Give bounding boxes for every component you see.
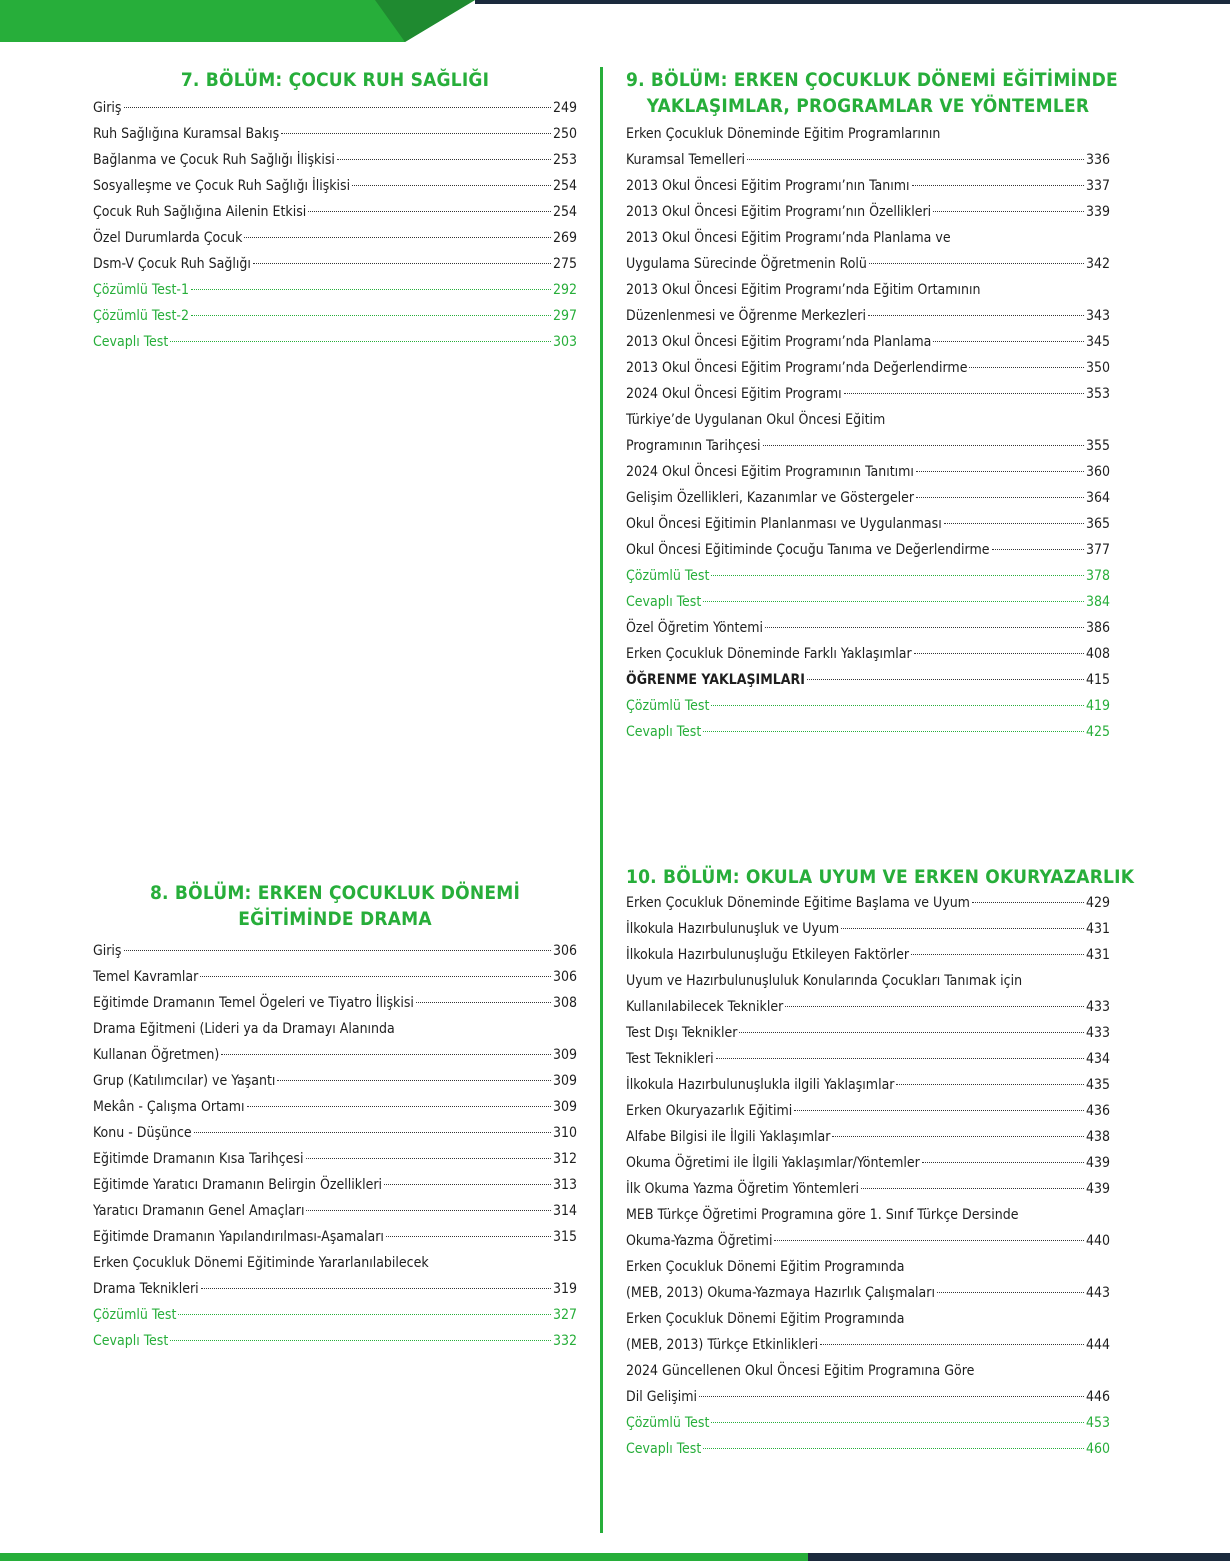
toc-page-number: 339 — [1085, 204, 1110, 220]
toc-entry-continued — [626, 1202, 1110, 1228]
dot-leader — [201, 1288, 551, 1289]
section-title-line: YAKLAŞIMLAR, PROGRAMLAR VE YÖNTEMLER — [646, 95, 1090, 117]
toc-page-number: 364 — [1085, 490, 1110, 506]
toc-entry-title: Giriş — [93, 100, 122, 116]
toc-entry — [626, 251, 1110, 277]
dot-leader — [170, 1340, 551, 1341]
dot-leader — [869, 263, 1084, 264]
dot-leader — [937, 1292, 1084, 1293]
toc-entry-title: Sosyalleşme ve Çocuk Ruh Sağlığı İlişkisi — [93, 178, 351, 194]
toc-page-number: 415 — [1085, 672, 1110, 688]
toc-entry-title: İlkokula Hazırbulunuşluğu Etkileyen Faktörler — [626, 947, 910, 963]
toc-page-number: 253 — [552, 152, 577, 168]
dot-leader — [711, 1422, 1084, 1423]
dot-leader — [916, 471, 1084, 472]
section-title-line: 8. BÖLÜM: ERKEN ÇOCUKLUK DÖNEMİ — [149, 882, 521, 904]
toc-entry-title: Okuma-Yazma Öğretimi — [626, 1233, 773, 1249]
toc-entry — [626, 485, 1110, 511]
toc-entry-title: (MEB, 2013) Okuma-Yazmaya Hazırlık Çalışmaları — [626, 1285, 935, 1301]
toc-entry-title: Ruh Sağlığına Kuramsal Bakış — [93, 126, 280, 142]
toc-entry — [626, 355, 1110, 381]
toc-entry-title: Yaratıcı Dramanın Genel Amaçları — [93, 1203, 305, 1219]
toc-entry — [626, 1124, 1110, 1150]
dot-leader — [911, 954, 1084, 955]
toc-list — [626, 121, 1110, 745]
toc-entry-title: Cevaplı Test — [93, 1333, 169, 1349]
toc-entry — [626, 1046, 1110, 1072]
toc-entry-title: Cevaplı Test — [626, 1441, 702, 1457]
dot-leader — [306, 1158, 551, 1159]
toc-entry — [93, 964, 577, 990]
toc-entry-title: İlkokula Hazırbulunuşlukla ilgili Yaklaşımlar — [626, 1077, 895, 1093]
toc-page-number: 297 — [552, 308, 577, 324]
toc-page-number: 446 — [1085, 1389, 1110, 1405]
toc-entry-title: Türkiye’de Uygulanan Okul Öncesi Eğitim — [626, 412, 886, 428]
toc-entry — [626, 433, 1110, 459]
toc-entry-test — [626, 589, 1110, 615]
toc-entry-title: 2024 Güncellenen Okul Öncesi Eğitim Programına Göre — [626, 1363, 975, 1379]
toc-entry-title: Uyum ve Hazırbulunuşluluk Konularında Çocukları Tanımak için — [626, 973, 1023, 989]
dot-leader — [841, 928, 1084, 929]
toc-page-number: 429 — [1085, 895, 1110, 911]
toc-entry — [93, 1068, 577, 1094]
toc-entry-title: 2024 Okul Öncesi Eğitim Programı — [626, 386, 842, 402]
toc-entry-test — [93, 1302, 577, 1328]
dot-leader — [281, 133, 551, 134]
toc-entry — [626, 459, 1110, 485]
toc-entry-title: Çözümlü Test — [626, 1415, 710, 1431]
dot-leader — [844, 393, 1084, 394]
dot-leader — [703, 1448, 1084, 1449]
toc-list — [93, 938, 577, 1354]
toc-entry — [93, 1172, 577, 1198]
toc-page-number: 336 — [1085, 152, 1110, 168]
toc-entry — [626, 942, 1110, 968]
toc-page-number: 254 — [552, 204, 577, 220]
dot-leader — [820, 1344, 1084, 1345]
toc-page-number: 327 — [552, 1307, 577, 1323]
toc-entry — [626, 1176, 1110, 1202]
toc-entry-title: Kullanılabilecek Teknikler — [626, 999, 784, 1015]
toc-entry — [626, 1332, 1110, 1358]
toc-entry — [93, 1120, 577, 1146]
toc-section-8 — [93, 880, 577, 1354]
toc-page-number: 306 — [552, 969, 577, 985]
toc-entry-title: Eğitimde Yaratıcı Dramanın Belirgin Özellikleri — [93, 1177, 382, 1193]
toc-entry — [626, 1228, 1110, 1254]
toc-entry-title: Temel Kavramlar — [93, 969, 199, 985]
toc-page-number: 377 — [1085, 542, 1110, 558]
toc-page-number: 355 — [1085, 438, 1110, 454]
dot-leader — [972, 902, 1084, 903]
toc-entry — [93, 938, 577, 964]
toc-entry — [93, 173, 577, 199]
dot-leader — [933, 341, 1084, 342]
dot-leader — [992, 549, 1084, 550]
toc-entry-continued — [626, 407, 1110, 433]
dot-leader — [124, 950, 551, 951]
toc-entry-title: Erken Çocukluk Dönemi Eğitiminde Yararlanılabilecek — [93, 1255, 429, 1271]
toc-page-number: 332 — [552, 1333, 577, 1349]
toc-entry — [626, 199, 1110, 225]
toc-page-number: 309 — [552, 1073, 577, 1089]
dot-leader — [914, 653, 1084, 654]
toc-entry — [626, 994, 1110, 1020]
dot-leader — [765, 627, 1084, 628]
toc-entry-title: (MEB, 2013) Türkçe Etkinlikleri — [626, 1337, 819, 1353]
toc-page-number: 309 — [552, 1099, 577, 1115]
toc-entry-title: Bağlanma ve Çocuk Ruh Sağlığı İlişkisi — [93, 152, 335, 168]
toc-entry — [626, 381, 1110, 407]
toc-entry-title: Düzenlenmesi ve Öğrenme Merkezleri — [626, 308, 866, 324]
dot-leader — [384, 1184, 551, 1185]
toc-page-number: 308 — [552, 995, 577, 1011]
toc-page-number: 342 — [1085, 256, 1110, 272]
toc-entry — [626, 1072, 1110, 1098]
toc-entry-title: Kullanan Öğretmen) — [93, 1047, 220, 1063]
dot-leader — [711, 705, 1084, 706]
toc-entry — [626, 1098, 1110, 1124]
toc-entry-title: Mekân - Çalışma Ortamı — [93, 1099, 245, 1115]
toc-entry-title: 2024 Okul Öncesi Eğitim Programının Tanıtımı — [626, 464, 914, 480]
dot-leader — [807, 679, 1084, 680]
dot-leader — [739, 1032, 1084, 1033]
toc-entry-title: Okul Öncesi Eğitiminde Çocuğu Tanıma ve Değerlendirme — [626, 542, 990, 558]
toc-entry — [626, 303, 1110, 329]
toc-entry — [626, 615, 1110, 641]
toc-entry-continued — [626, 277, 1110, 303]
dot-leader — [912, 185, 1084, 186]
toc-page-number: 460 — [1085, 1441, 1110, 1457]
toc-entry — [626, 890, 1110, 916]
toc-entry-test — [626, 693, 1110, 719]
toc-page-number: 315 — [552, 1229, 577, 1245]
dot-leader — [191, 315, 551, 316]
toc-page-number: 313 — [552, 1177, 577, 1193]
toc-entry-title: Çözümlü Test — [626, 698, 710, 714]
dot-leader — [221, 1054, 551, 1055]
dot-leader — [247, 1106, 551, 1107]
toc-list — [626, 890, 1110, 1462]
toc-entry-test — [626, 1436, 1110, 1462]
section-title — [93, 880, 577, 932]
toc-entry — [626, 329, 1110, 355]
toc-page-number: 444 — [1085, 1337, 1110, 1353]
toc-entry-continued — [626, 1306, 1110, 1332]
toc-entry-continued — [626, 968, 1110, 994]
toc-entry-title: Kuramsal Temelleri — [626, 152, 745, 168]
toc-entry — [626, 173, 1110, 199]
toc-entry-title: Çözümlü Test-1 — [93, 282, 189, 298]
toc-entry-title: 2013 Okul Öncesi Eğitim Programı’nın Tanımı — [626, 178, 910, 194]
toc-entry — [93, 95, 577, 121]
dot-leader — [191, 289, 551, 290]
toc-section-9 — [626, 67, 1118, 745]
toc-entry-title: 2013 Okul Öncesi Eğitim Programı’nın Özellikleri — [626, 204, 932, 220]
toc-entry-title: Grup (Katılımcılar) ve Yaşantı — [93, 1073, 276, 1089]
toc-entry-continued — [626, 225, 1110, 251]
dot-leader — [386, 1236, 551, 1237]
bottom-navy-bar — [808, 1553, 1230, 1561]
toc-page-number: 443 — [1085, 1285, 1110, 1301]
toc-page-number: 254 — [552, 178, 577, 194]
toc-page-number: 303 — [552, 334, 577, 350]
toc-entry-title: Drama Eğitmeni (Lideri ya da Dramayı Alanında — [93, 1021, 395, 1037]
toc-entry — [626, 1280, 1110, 1306]
toc-entry-title: Cevaplı Test — [93, 334, 169, 350]
toc-entry-title: Erken Çocukluk Dönemi Eğitim Programında — [626, 1259, 905, 1275]
toc-entry-title: Erken Çocukluk Dönemi Eğitim Programında — [626, 1311, 905, 1327]
toc-entry — [93, 1146, 577, 1172]
dot-leader — [763, 445, 1084, 446]
toc-page-number: 345 — [1085, 334, 1110, 350]
dot-leader — [785, 1006, 1084, 1007]
section-title-line: 7. BÖLÜM: ÇOCUK RUH SAĞLIĞI — [180, 69, 490, 91]
toc-entry-title: Özel Durumlarda Çocuk — [93, 230, 243, 246]
toc-page-number: 433 — [1085, 1025, 1110, 1041]
toc-page-number: 319 — [552, 1281, 577, 1297]
toc-page-number: 306 — [552, 943, 577, 959]
toc-entry — [93, 990, 577, 1016]
toc-entry-continued — [626, 121, 1110, 147]
toc-page-number: 312 — [552, 1151, 577, 1167]
dot-leader — [747, 159, 1084, 160]
toc-page-number: 431 — [1085, 921, 1110, 937]
toc-entry — [93, 225, 577, 251]
toc-entry-title: Cevaplı Test — [626, 724, 702, 740]
toc-page-number: 337 — [1085, 178, 1110, 194]
toc-entry-continued — [93, 1250, 577, 1276]
toc-entry — [626, 1020, 1110, 1046]
dot-leader — [896, 1084, 1083, 1085]
dot-leader — [200, 976, 551, 977]
toc-entry — [626, 1384, 1110, 1410]
dot-leader — [944, 523, 1084, 524]
toc-page-number: 343 — [1085, 308, 1110, 324]
toc-page-number: 360 — [1085, 464, 1110, 480]
toc-entry-title: Uygulama Sürecinde Öğretmenin Rolü — [626, 256, 867, 272]
dot-leader — [794, 1110, 1084, 1111]
toc-page-number: 292 — [552, 282, 577, 298]
toc-entry-title: Çözümlü Test-2 — [93, 308, 189, 324]
toc-page-number: 436 — [1085, 1103, 1110, 1119]
toc-entry-test — [93, 1328, 577, 1354]
dot-leader — [969, 367, 1084, 368]
toc-entry-title: Erken Çocukluk Döneminde Eğitim Programlarının — [626, 126, 941, 142]
dot-leader — [277, 1080, 551, 1081]
toc-page-number: 386 — [1085, 620, 1110, 636]
dot-leader — [933, 211, 1084, 212]
toc-entry-title: Erken Çocukluk Döneminde Farklı Yaklaşımlar — [626, 646, 912, 662]
toc-entry-title: Test Teknikleri — [626, 1051, 714, 1067]
toc-entry — [93, 121, 577, 147]
section-title-line: 9. BÖLÜM: ERKEN ÇOCUKLUK DÖNEMİ EĞİTİMİNDE — [626, 69, 1118, 91]
toc-entry-title: 2013 Okul Öncesi Eğitim Programı’nda Planlama — [626, 334, 932, 350]
toc-entry-title: Okuma Öğretimi ile İlgili Yaklaşımlar/Yöntemler — [626, 1155, 920, 1171]
dot-leader — [253, 263, 551, 264]
toc-entry-title: Test Dışı Teknikler — [626, 1025, 738, 1041]
toc-page-number: 314 — [552, 1203, 577, 1219]
toc-page-number: 365 — [1085, 516, 1110, 532]
section-title — [93, 67, 577, 93]
toc-entry-title: Eğitimde Dramanın Yapılandırılması-Aşamaları — [93, 1229, 384, 1245]
toc-entry — [93, 251, 577, 277]
toc-entry — [93, 199, 577, 225]
bottom-green-bar — [0, 1553, 820, 1561]
toc-entry — [626, 667, 1110, 693]
toc-entry-test — [93, 329, 577, 355]
toc-entry — [626, 147, 1110, 173]
toc-entry-title: Konu - Düşünce — [93, 1125, 192, 1141]
toc-list — [93, 95, 577, 355]
section-title — [626, 864, 1135, 890]
dot-leader — [861, 1188, 1084, 1189]
section-title — [626, 67, 1118, 119]
toc-entry-title: ÖĞRENME YAKLAŞIMLARI — [626, 672, 805, 688]
toc-page-number: 435 — [1085, 1077, 1110, 1093]
dot-leader — [832, 1136, 1084, 1137]
toc-page-number: 384 — [1085, 594, 1110, 610]
toc-section-10 — [626, 864, 1135, 1462]
toc-entry — [93, 1276, 577, 1302]
dot-leader — [416, 1002, 551, 1003]
toc-page-number: 438 — [1085, 1129, 1110, 1145]
toc-entry-title: Eğitimde Dramanın Temel Ögeleri ve Tiyatro İlişkisi — [93, 995, 414, 1011]
dot-leader — [922, 1162, 1084, 1163]
toc-entry-title: Dil Gelişimi — [626, 1389, 698, 1405]
toc-page-number: 309 — [552, 1047, 577, 1063]
toc-page-number: 269 — [552, 230, 577, 246]
toc-entry — [93, 1198, 577, 1224]
toc-page-number: 431 — [1085, 947, 1110, 963]
toc-entry-title: Cevaplı Test — [626, 594, 702, 610]
toc-section-7 — [93, 67, 577, 355]
toc-entry-title: Gelişim Özellikleri, Kazanımlar ve Göstergeler — [626, 490, 915, 506]
toc-page-number: 439 — [1085, 1181, 1110, 1197]
toc-entry-title: Çözümlü Test — [93, 1307, 177, 1323]
toc-entry — [93, 1042, 577, 1068]
toc-entry — [626, 511, 1110, 537]
toc-page-number: 433 — [1085, 999, 1110, 1015]
toc-entry-test — [626, 1410, 1110, 1436]
toc-entry-title: 2013 Okul Öncesi Eğitim Programı’nda Eğitim Ortamının — [626, 282, 981, 298]
toc-page-number: 249 — [552, 100, 577, 116]
toc-entry-test — [93, 277, 577, 303]
toc-entry — [93, 147, 577, 173]
dot-leader — [868, 315, 1084, 316]
toc-entry — [626, 641, 1110, 667]
toc-page-number: 439 — [1085, 1155, 1110, 1171]
toc-entry — [626, 537, 1110, 563]
dot-leader — [306, 1210, 551, 1211]
toc-entry-title: 2013 Okul Öncesi Eğitim Programı’nda Planlama ve — [626, 230, 951, 246]
toc-page-number: 434 — [1085, 1051, 1110, 1067]
toc-entry-title: Çözümlü Test — [626, 568, 710, 584]
toc-entry-title: Programının Tarihçesi — [626, 438, 761, 454]
toc-entry — [626, 1150, 1110, 1176]
toc-entry-test — [626, 563, 1110, 589]
toc-entry-test — [626, 719, 1110, 745]
dot-leader — [711, 575, 1084, 576]
toc-entry-continued — [626, 1358, 1110, 1384]
toc-entry-title: MEB Türkçe Öğretimi Programına göre 1. Sınıf Türkçe Dersinde — [626, 1207, 1019, 1223]
toc-entry-title: Alfabe Bilgisi ile İlgili Yaklaşımlar — [626, 1129, 831, 1145]
toc-entry-title: Okul Öncesi Eğitimin Planlanması ve Uygulanması — [626, 516, 942, 532]
dot-leader — [194, 1132, 551, 1133]
dot-leader — [703, 731, 1084, 732]
toc-entry-continued — [626, 1254, 1110, 1280]
section-title-line: 10. BÖLÜM: OKULA UYUM VE ERKEN OKURYAZARLIK — [626, 866, 1135, 888]
toc-entry-title: Giriş — [93, 943, 122, 959]
dot-leader — [716, 1058, 1084, 1059]
toc-page-number: 453 — [1085, 1415, 1110, 1431]
dot-leader — [337, 159, 551, 160]
toc-entry-title: İlk Okuma Yazma Öğretim Yöntemleri — [626, 1181, 859, 1197]
toc-page-number: 275 — [552, 256, 577, 272]
dot-leader — [178, 1314, 551, 1315]
dot-leader — [703, 601, 1084, 602]
toc-page-number: 419 — [1085, 698, 1110, 714]
toc-entry-title: Erken Okuryazarlık Eğitimi — [626, 1103, 793, 1119]
toc-entry-title: Erken Çocukluk Döneminde Eğitime Başlama ve Uyum — [626, 895, 970, 911]
dot-leader — [699, 1396, 1084, 1397]
dot-leader — [244, 237, 550, 238]
toc-page-number: 408 — [1085, 646, 1110, 662]
toc-entry-title: 2013 Okul Öncesi Eğitim Programı’nda Değerlendirme — [626, 360, 968, 376]
toc-page-number: 425 — [1085, 724, 1110, 740]
toc-entry-title: Drama Teknikleri — [93, 1281, 199, 1297]
toc-entry-title: İlkokula Hazırbulunuşluk ve Uyum — [626, 921, 840, 937]
dot-leader — [352, 185, 551, 186]
toc-entry-test — [93, 303, 577, 329]
toc-entry-title: Dsm-V Çocuk Ruh Sağlığı — [93, 256, 251, 272]
toc-page-number: 353 — [1085, 386, 1110, 402]
dot-leader — [308, 211, 551, 212]
toc-page-number: 378 — [1085, 568, 1110, 584]
toc-page-number: 440 — [1085, 1233, 1110, 1249]
section-title-line: EĞİTİMİNDE DRAMA — [238, 908, 432, 930]
toc-entry — [626, 916, 1110, 942]
toc-entry — [93, 1094, 577, 1120]
toc-entry-continued — [93, 1016, 577, 1042]
column-divider — [600, 67, 603, 1533]
dot-leader — [170, 341, 551, 342]
top-navy-bar — [475, 0, 1230, 4]
dot-leader — [916, 497, 1084, 498]
dot-leader — [124, 107, 551, 108]
dot-leader — [774, 1240, 1084, 1241]
toc-entry-title: Özel Öğretim Yöntemi — [626, 620, 763, 636]
toc-page-number: 350 — [1085, 360, 1110, 376]
toc-page-number: 310 — [552, 1125, 577, 1141]
toc-page-number: 250 — [552, 126, 577, 142]
toc-entry-title: Eğitimde Dramanın Kısa Tarihçesi — [93, 1151, 304, 1167]
toc-entry-title: Çocuk Ruh Sağlığına Ailenin Etkisi — [93, 204, 307, 220]
toc-entry — [93, 1224, 577, 1250]
